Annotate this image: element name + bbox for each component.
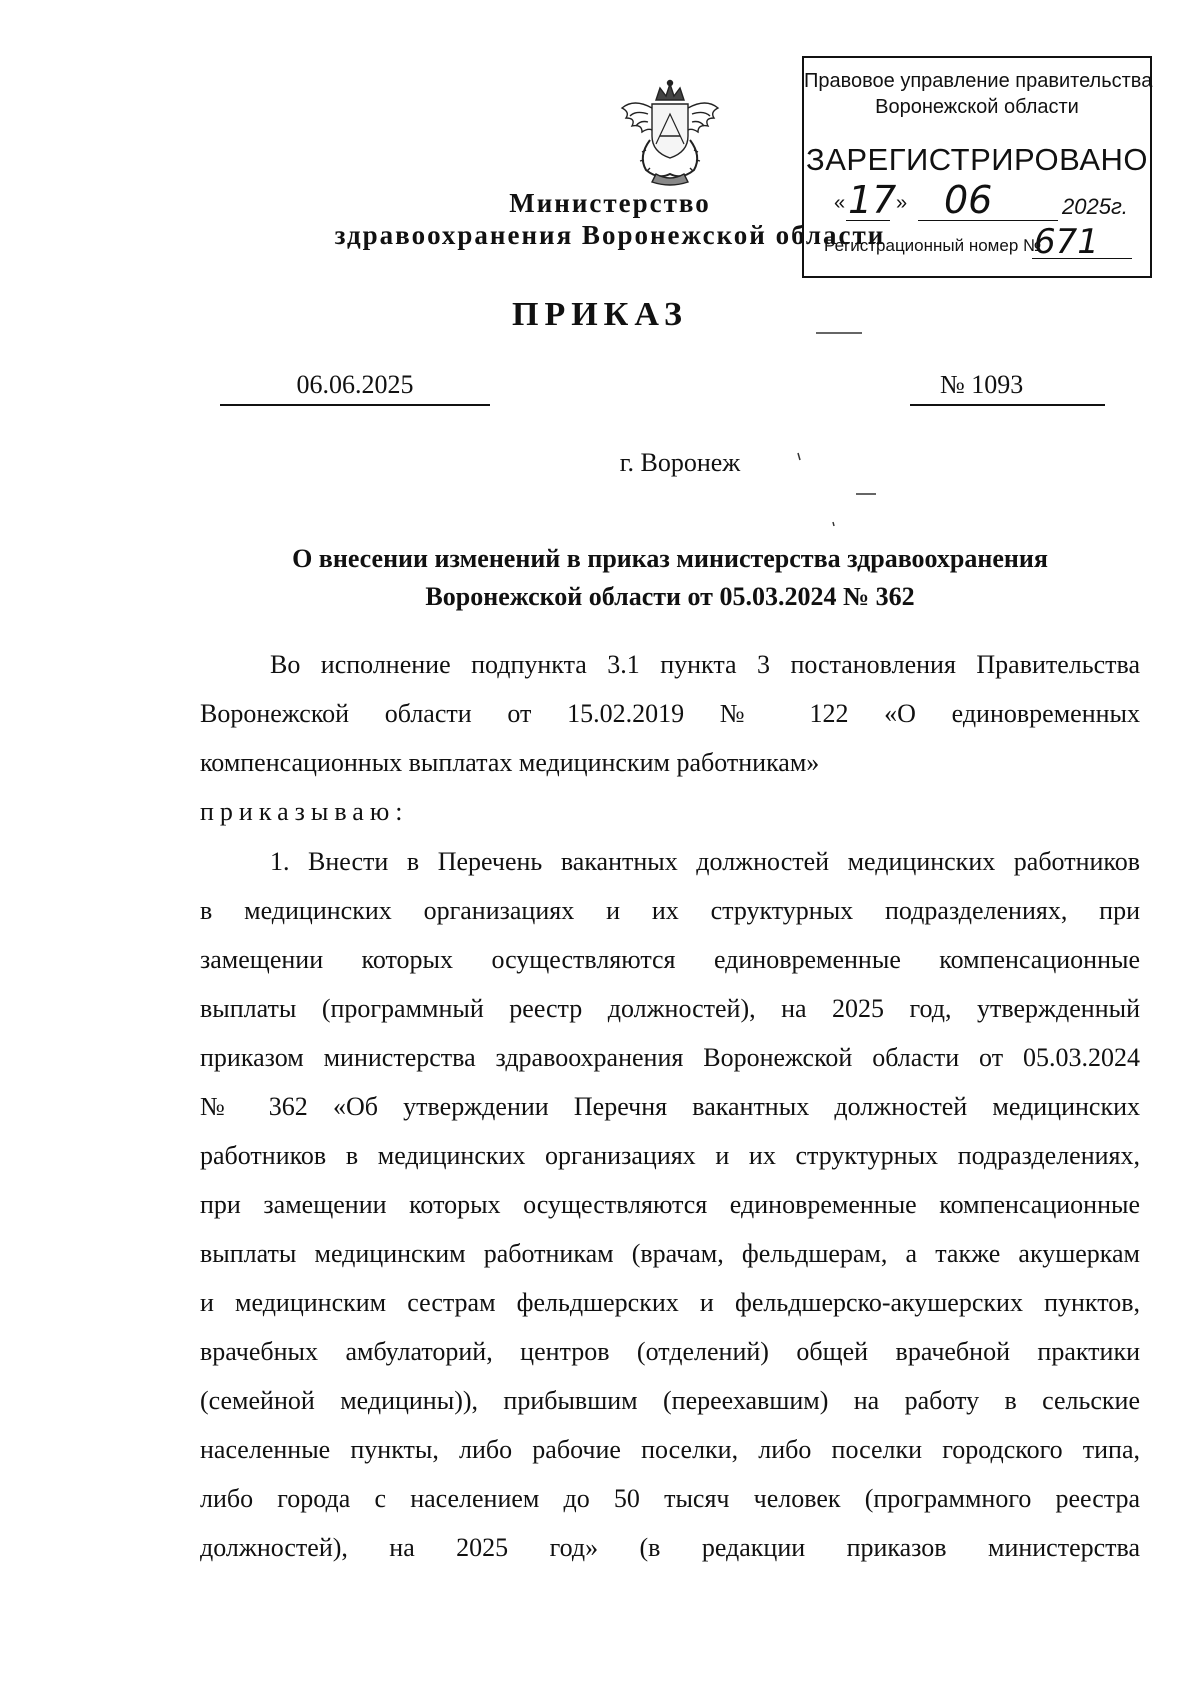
item-line: в медицинских организациях и их структурных подразделениях, при [200, 896, 1140, 925]
preamble [200, 640, 1140, 836]
registration-stamp [802, 56, 1152, 278]
stamp-reg-label: Регистрационный номер № [824, 236, 1042, 255]
stamp-day: 17 [848, 178, 897, 222]
stamp-date [834, 178, 1134, 226]
stamp-month: 06 [944, 178, 993, 222]
subject-line1: О внесении изменений в приказ министерства здравоохранения [292, 544, 1048, 573]
item-line: врачебных амбулаторий, центров (отделений) общей врачебной практики [200, 1337, 1140, 1366]
preamble-line: компенсационных выплатах медицинским работникам» [200, 748, 820, 777]
document-type-heading: ПРИКАЗ [512, 296, 688, 333]
order-subject [200, 540, 1140, 616]
item-line: (семейной медицины)), прибывшим (переехавшим) на работу в сельские [200, 1386, 1140, 1415]
order-date: 06.06.2025 [220, 370, 490, 406]
item-line: и медицинским сестрам фельдшерских и фельдшерско-акушерских пунктов, [200, 1288, 1140, 1317]
subject-line2: Воронежской области от 05.03.2024 № 362 [425, 582, 915, 611]
item-line: № 362 «Об утверждении Перечня вакантных должностей медицинских [200, 1092, 1140, 1121]
preamble-line: Воронежской области от 15.02.2019 № 122 «О единовременных [200, 699, 1140, 728]
ministry-name-line1: Министерство [509, 188, 711, 218]
item-1 [200, 837, 1140, 1572]
item-line: работников в медицинских организациях и их структурных подразделениях, [200, 1141, 1140, 1170]
ministry-name-line2: здравоохранения Воронежской области [334, 220, 886, 250]
city-line: г. Воронеж [619, 448, 741, 477]
order-number: № 1093 [910, 370, 1105, 406]
order-word: приказываю: [200, 797, 409, 826]
stamp-close-quote: » [896, 192, 908, 214]
item-line: замещении которых осуществляются единовременные компенсационные [200, 945, 1140, 974]
preamble-line: Во исполнение подпункта 3.1 пункта 3 постановления Правительства [270, 650, 1140, 679]
stamp-status: ЗАРЕГИСТРИРОВАНО [805, 142, 1148, 177]
item-line: либо города с населением до 50 тысяч человек (программного реестра [200, 1484, 1140, 1513]
item-line: выплаты медицинским работникам (врачам, фельдшерам, а также акушеркам [200, 1239, 1140, 1268]
stamp-open-quote: « [834, 192, 846, 214]
stamp-reg-number: 671 [1034, 222, 1099, 262]
stamp-org-line1: Правовое управление правительства [804, 70, 1153, 92]
item-line: выплаты (программный реестр должностей), на 2025 год, утвержденный [200, 994, 1140, 1023]
coat-of-arms-emblem [612, 78, 728, 188]
stamp-org-line2: Воронежской области [875, 96, 1079, 118]
item-line: населенные пункты, либо рабочие поселки, либо поселки городского типа, [200, 1435, 1140, 1464]
item-line: при замещении которых осуществляются единовременные компенсационные [200, 1190, 1140, 1219]
item-line: приказом министерства здравоохранения Воронежской области от 05.03.2024 [200, 1043, 1140, 1072]
stamp-year: 2025г. [1062, 194, 1128, 219]
item-line: должностей), на 2025 год» (в редакции приказов министерства [200, 1533, 1140, 1562]
item-line: 1. Внести в Перечень вакантных должностей медицинских работников [270, 847, 1140, 876]
